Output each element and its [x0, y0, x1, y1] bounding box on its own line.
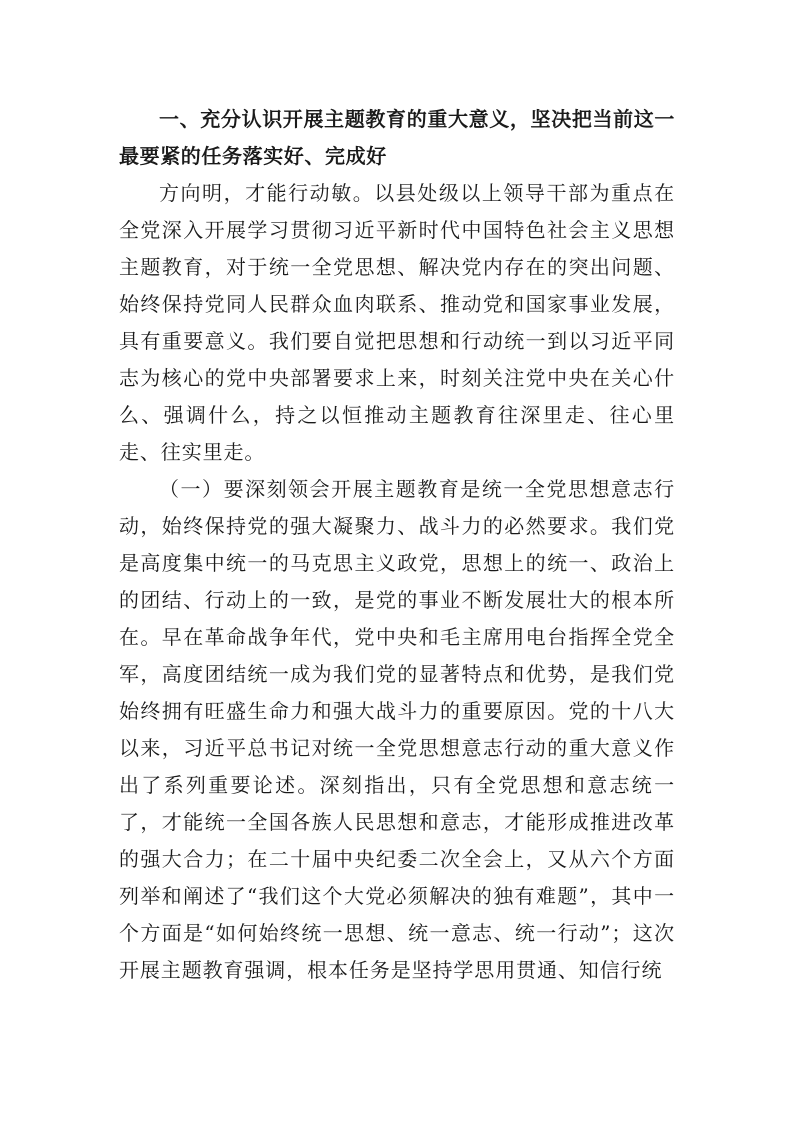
paragraph-1 [119, 175, 675, 471]
paragraph-1-text: 方向明，才能行动敏。以县处级以上领导干部为重点在全党深入开展学习贯彻习近平新时代中国特色社会主义思想主题教育，对于统一全党思想、解决党内存在的突出问题、始终保持党同人民群众血肉联系、推动党和国家事业发展，具有重要意义。我们要自觉把思想和行动统一到以习近平同志为核心的党中央部署要求上来，时刻关注党中央在关心什么、强调什么，持之以恒推动主题教育往深里走、往心里走、往实里走。 [119, 181, 675, 464]
heading-text: 一、充分认识开展主题教育的重大意义，坚决把当前这一最要紧的任务落实好、完成好 [119, 107, 675, 168]
paragraph-2-text: （一）要深刻领会开展主题教育是统一全党思想意志行动，始终保持党的强大凝聚力、战斗力的必然要求。我们党是高度集中统一的马克思主义政党，思想上的统一、政治上的团结、行动上的一致，是党的事业不断发展壮大的根本所在。早在革命战争年代，党中央和毛主席用电台指挥全党全军，高度团结统一成为我们党的显著特点和优势，是我们党始终拥有旺盛生命力和强大战斗力的重要原因。党的十八大以来，习近平总书记对统一全党思想意志行动的重大意义作出了系列重要论述。深刻指出，只有全党思想和意志统一了，才能统一全国各族人民思想和意志，才能形成推进改革的强大合力；在二十届中央纪委二次全会上，又从六个方面列举和阐述了“我们这个大党必须解决的独有难题”，其中一个方面是“如何始终统一思想、统一意志、统一行动”；这次开展主题教育强调，根本任务是坚持学思用贯通、知信行统 [119, 477, 675, 982]
paragraph-2 [119, 471, 675, 989]
section-heading [119, 101, 675, 175]
